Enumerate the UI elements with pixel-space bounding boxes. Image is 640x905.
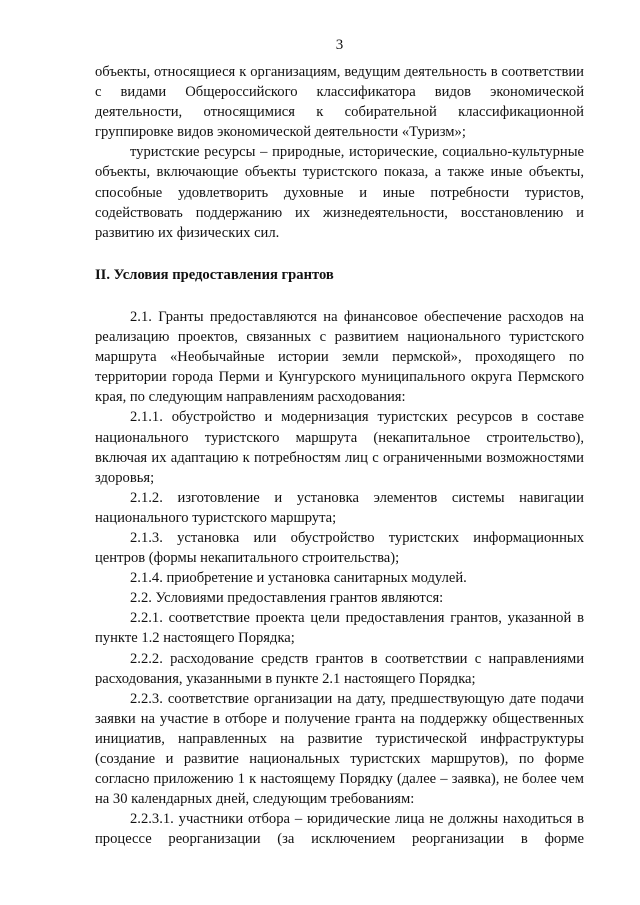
paragraph-2-2-1: 2.2.1. соответствие проекта цели предоставления грантов, указанной в пункте 1.2 настоящего Порядка; — [95, 610, 584, 647]
document-body — [95, 62, 584, 849]
paragraph-definition-objects: объекты, относящиеся к организациям, ведущим деятельность в соответствии с видами Общероссийского классификатора видов экономической деятельности, относящимися к собирательной классификационной группировке видов экономической деятельности «Туризм»; — [95, 64, 584, 141]
paragraph-2-1-2: 2.1.2. изготовление и установка элементов системы навигации национального туристского маршрута; — [95, 489, 584, 526]
section-heading: II. Условия предоставления грантов — [95, 266, 334, 283]
page-number: 3 — [335, 37, 344, 53]
paragraph-2-1-3: 2.1.3. установка или обустройство туристских информационных центров (формы некапитального строительства); — [95, 529, 584, 567]
paragraph-2-1-4: 2.1.4. приобретение и установка санитарных модулей. — [130, 570, 467, 587]
paragraph-2-2-2: 2.2.2. расходование средств грантов в соответствии с направлениями расходования, указанными в пункте 2.1 настоящего Порядка; — [95, 650, 584, 687]
paragraph-2-1-1: 2.1.1. обустройство и модернизация туристских ресурсов в составе национального туристского маршрута (некапитальное строительство), включая их адаптацию к потребностям лиц с ограниченными возможностями здоровья; — [95, 409, 584, 486]
paragraph-2-1: 2.1. Гранты предоставляются на финансовое обеспечение расходов на реализацию проектов, связанных с развитием национального туристского маршрута «Необычайные истории земли пермской», проходящего по территории города Перми и Кунгурского муниципального округа Пермского края, по следующим направлениям расходования: — [95, 308, 584, 406]
paragraph-2-2-3-1: 2.2.3.1. участники отбора – юридические лица не должны находиться в процессе реорганизации (за исключением реорганизации в форме — [95, 811, 584, 848]
paragraph-2-2: 2.2. Условиями предоставления грантов являются: — [130, 590, 444, 607]
paragraph-2-2-3: 2.2.3. соответствие организации на дату, предшествующую дате подачи заявки на участие в отборе и получение гранта на поддержку общественных инициатив, направленных на развитие туристической инфраструктуры (создание и развитие национальных туристских маршрутов), по форме согласно приложению 1 к настоящему Порядку (далее – заявка), не более чем на 30 календарных дней, следующим требованиям: — [95, 690, 584, 808]
paragraph-definition-tourist-resources: туристские ресурсы – природные, исторические, социально-культурные объекты, включающие объекты туристского показа, а также иные объекты, способные удовлетворить духовные и иные потребности туристов, содействовать поддержанию их жизнедеятельности, восстановлению и развитию их физических сил. — [95, 144, 584, 241]
